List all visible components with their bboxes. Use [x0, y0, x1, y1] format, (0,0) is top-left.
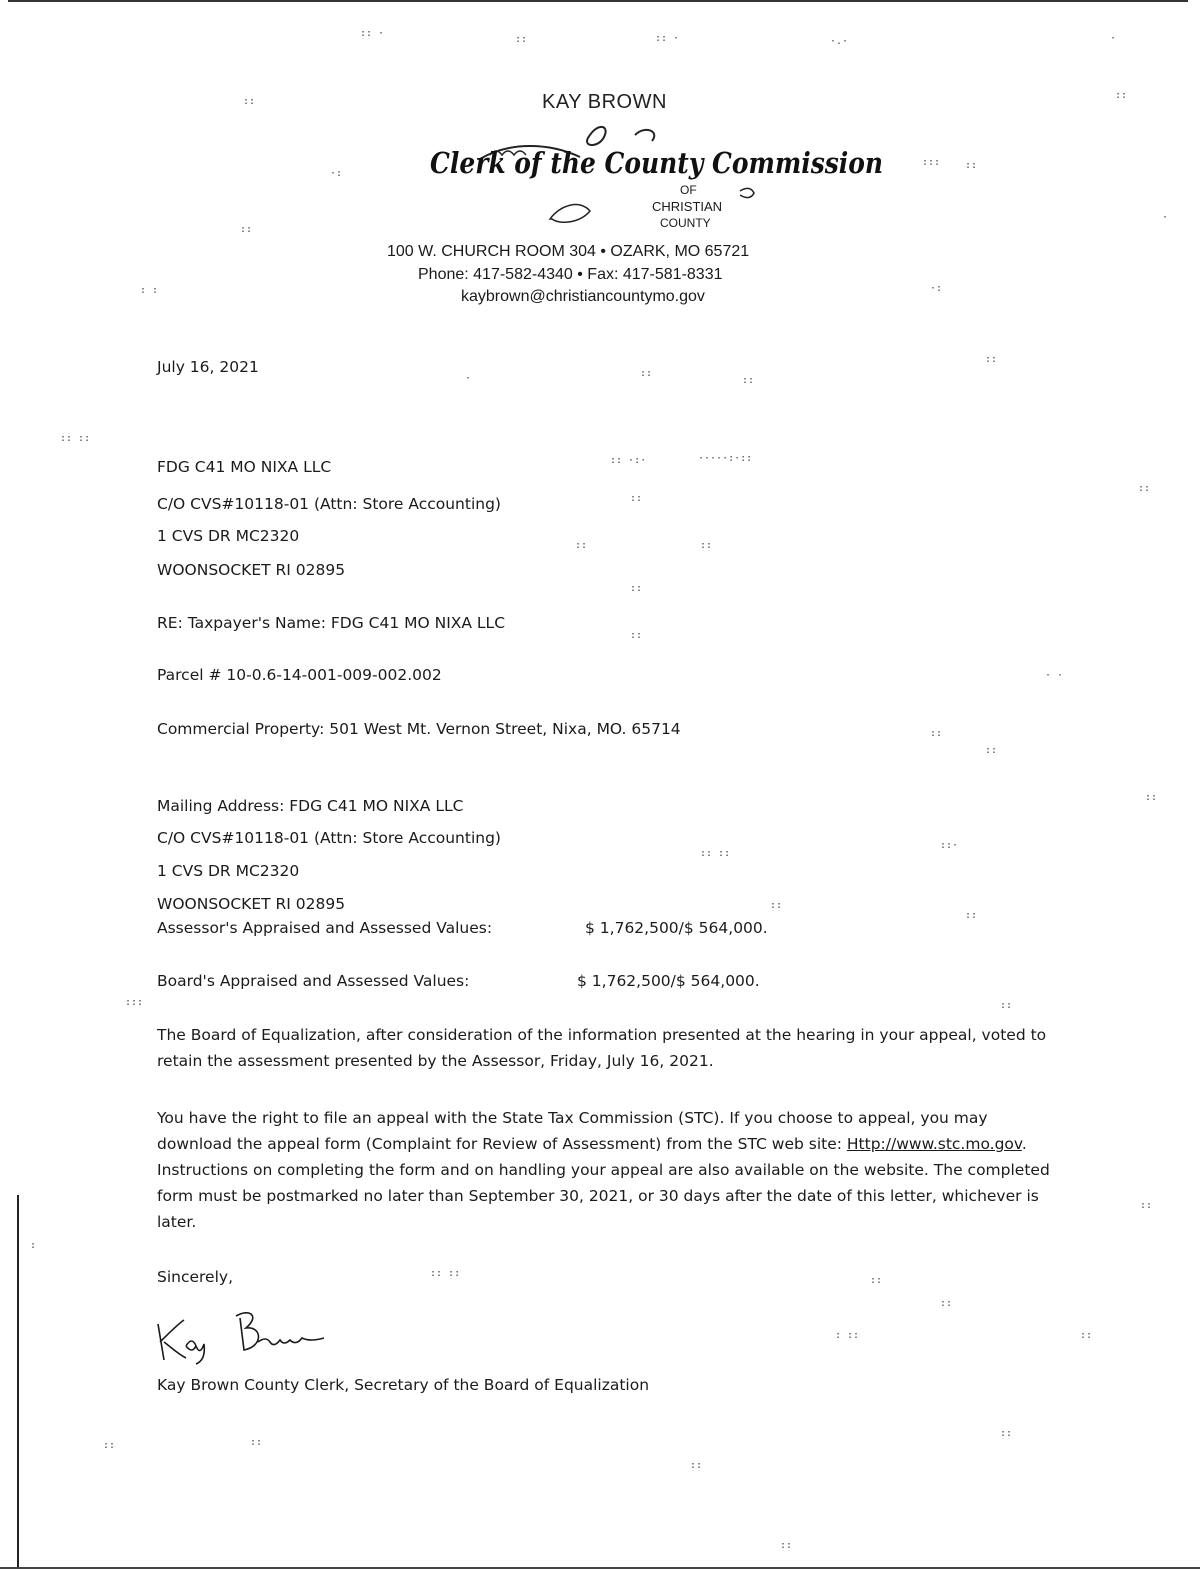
recipient-line-3: 1 CVS DR MC2320	[157, 527, 300, 545]
mailing-line-4: WOONSOCKET RI 02895	[157, 895, 346, 913]
letterhead-email: kaybrown@christiancountymo.gov	[461, 288, 705, 305]
letterhead-of: OF	[680, 183, 697, 197]
appeal-text-instructions: . Instructions on completing the form and on handling your appeal are also available on the website. The completed form must be postmarked no later than September 30, 2021, or 30 days after the date of this letter, whichever is later.	[157, 1135, 1050, 1231]
board-values-label: Board's Appraised and Assessed Values:	[157, 972, 470, 990]
stc-website-link[interactable]: Http://www.stc.mo.gov	[846, 1135, 1022, 1153]
mailing-line-3: 1 CVS DR MC2320	[157, 862, 300, 880]
mailing-line-1: Mailing Address: FDG C41 MO NIXA LLC	[157, 797, 464, 815]
scan-edge-left	[17, 1195, 19, 1569]
letterhead-title: Clerk of the County Commission	[430, 146, 884, 180]
commercial-property: Commercial Property: 501 West Mt. Vernon Street, Nixa, MO. 65714	[157, 720, 681, 738]
board-values: $ 1,762,500/$ 564,000.	[577, 972, 760, 990]
signer-title: Kay Brown County Clerk, Secretary of the Board of Equalization	[157, 1376, 650, 1394]
decision-paragraph: The Board of Equalization, after consideration of the information presented at the hearing in your appeal, voted to retain the assessment presented by the Assessor, Friday, July 16, 2021.	[157, 1026, 1047, 1070]
handwritten-signature-icon	[150, 1302, 340, 1372]
letter-date: July 16, 2021	[157, 358, 259, 376]
re-line: RE: Taxpayer's Name: FDG C41 MO NIXA LLC	[157, 614, 506, 632]
appeal-text-intro: You have the right to file an appeal with the State Tax Commission (STC). If you choose to appeal, you may download the appeal form (Complaint for Review of Assessment) from the STC web site:	[157, 1109, 988, 1153]
scan-edge-top	[8, 0, 1188, 2]
appeal-paragraph	[157, 1105, 1057, 1235]
mailing-line-2: C/O CVS#10118-01 (Attn: Store Accounting)	[157, 829, 501, 847]
assessor-values: $ 1,762,500/$ 564,000.	[585, 919, 768, 937]
recipient-line-1: FDG C41 MO NIXA LLC	[157, 458, 332, 476]
recipient-line-2: C/O CVS#10118-01 (Attn: Store Accounting)	[157, 495, 501, 513]
letterhead-county-label: COUNTY	[660, 216, 711, 230]
assessor-values-label: Assessor's Appraised and Assessed Values:	[157, 919, 493, 937]
letter-page: KAY BROWN Clerk of the County Commission OF CHRISTIAN COUNTY 100 W. CHURCH ROOM 304 • OZARK, MO 65721 Phone: 417-582-4340 • Fax: 417-581-8331 kaybrown@christiancountymo.gov July 16, 2021 FDG C41 MO NIXA LLC C/O CVS#10118-01 (Attn: Store Accounting) 1 CVS DR MC2320 WOONSOCKET RI 02895 RE: Taxpayer's Name: FDG C41 MO NIXA LLC Parcel # 10-0.6-14-001-009-002.002 Commercial Property: 501 West Mt. Vernon Street, Nixa, MO. 65714 Mailing Address: FDG C41 MO NIXA LLC C/O CVS#10118-01 (Attn: Store Accounting) 1 CVS DR MC2320 WOONSOCKET RI 02895 Assessor's Appraised and Assessed Values: $ 1,762,500/$ 564,000. Board's Appraised and Assessed Values: $ 1,762,500/$ 564,000. The Board of Equalization, after consideration of the information presented at the hearing in your appeal, voted to retain the assessment presented by the Assessor, Friday, July 16, 2021. You have the right to file an appeal with the State Tax Commission (STC). If you choose to appeal, you may download the appeal form (Complaint for Review of Assessment) from the STC web site: Http://www.stc.mo.gov. Instructions on completing the form and on handling your appeal are also available on the website. The completed form must be postmarked no later than September 30, 2021, or 30 days after the date of this letter, whichever is later. Sincerely, Kay Brown County Clerk, Secretary of the Board of Equalization :: · :: :: · ·.· · :: :: ::: :: ·: · :: : : ·: :: · :: :: :: :: :: ·:· ·····:·:: :: :: :: :: :: :: · · :: :: :: :: :: ::· :: :: ::: :: :: : :: :: :: :: :: : :: :: :: :: :: ::	[0, 0, 1200, 1569]
letterhead-name: KAY BROWN	[542, 91, 667, 113]
closing: Sincerely,	[157, 1268, 234, 1286]
letterhead-county-name: CHRISTIAN	[652, 199, 723, 214]
letterhead-phone-fax: Phone: 417-582-4340 • Fax: 417-581-8331	[418, 266, 723, 283]
recipient-line-4: WOONSOCKET RI 02895	[157, 561, 346, 579]
parcel-number: Parcel # 10-0.6-14-001-009-002.002	[157, 666, 442, 684]
letterhead-address: 100 W. CHURCH ROOM 304 • OZARK, MO 65721	[387, 243, 750, 260]
